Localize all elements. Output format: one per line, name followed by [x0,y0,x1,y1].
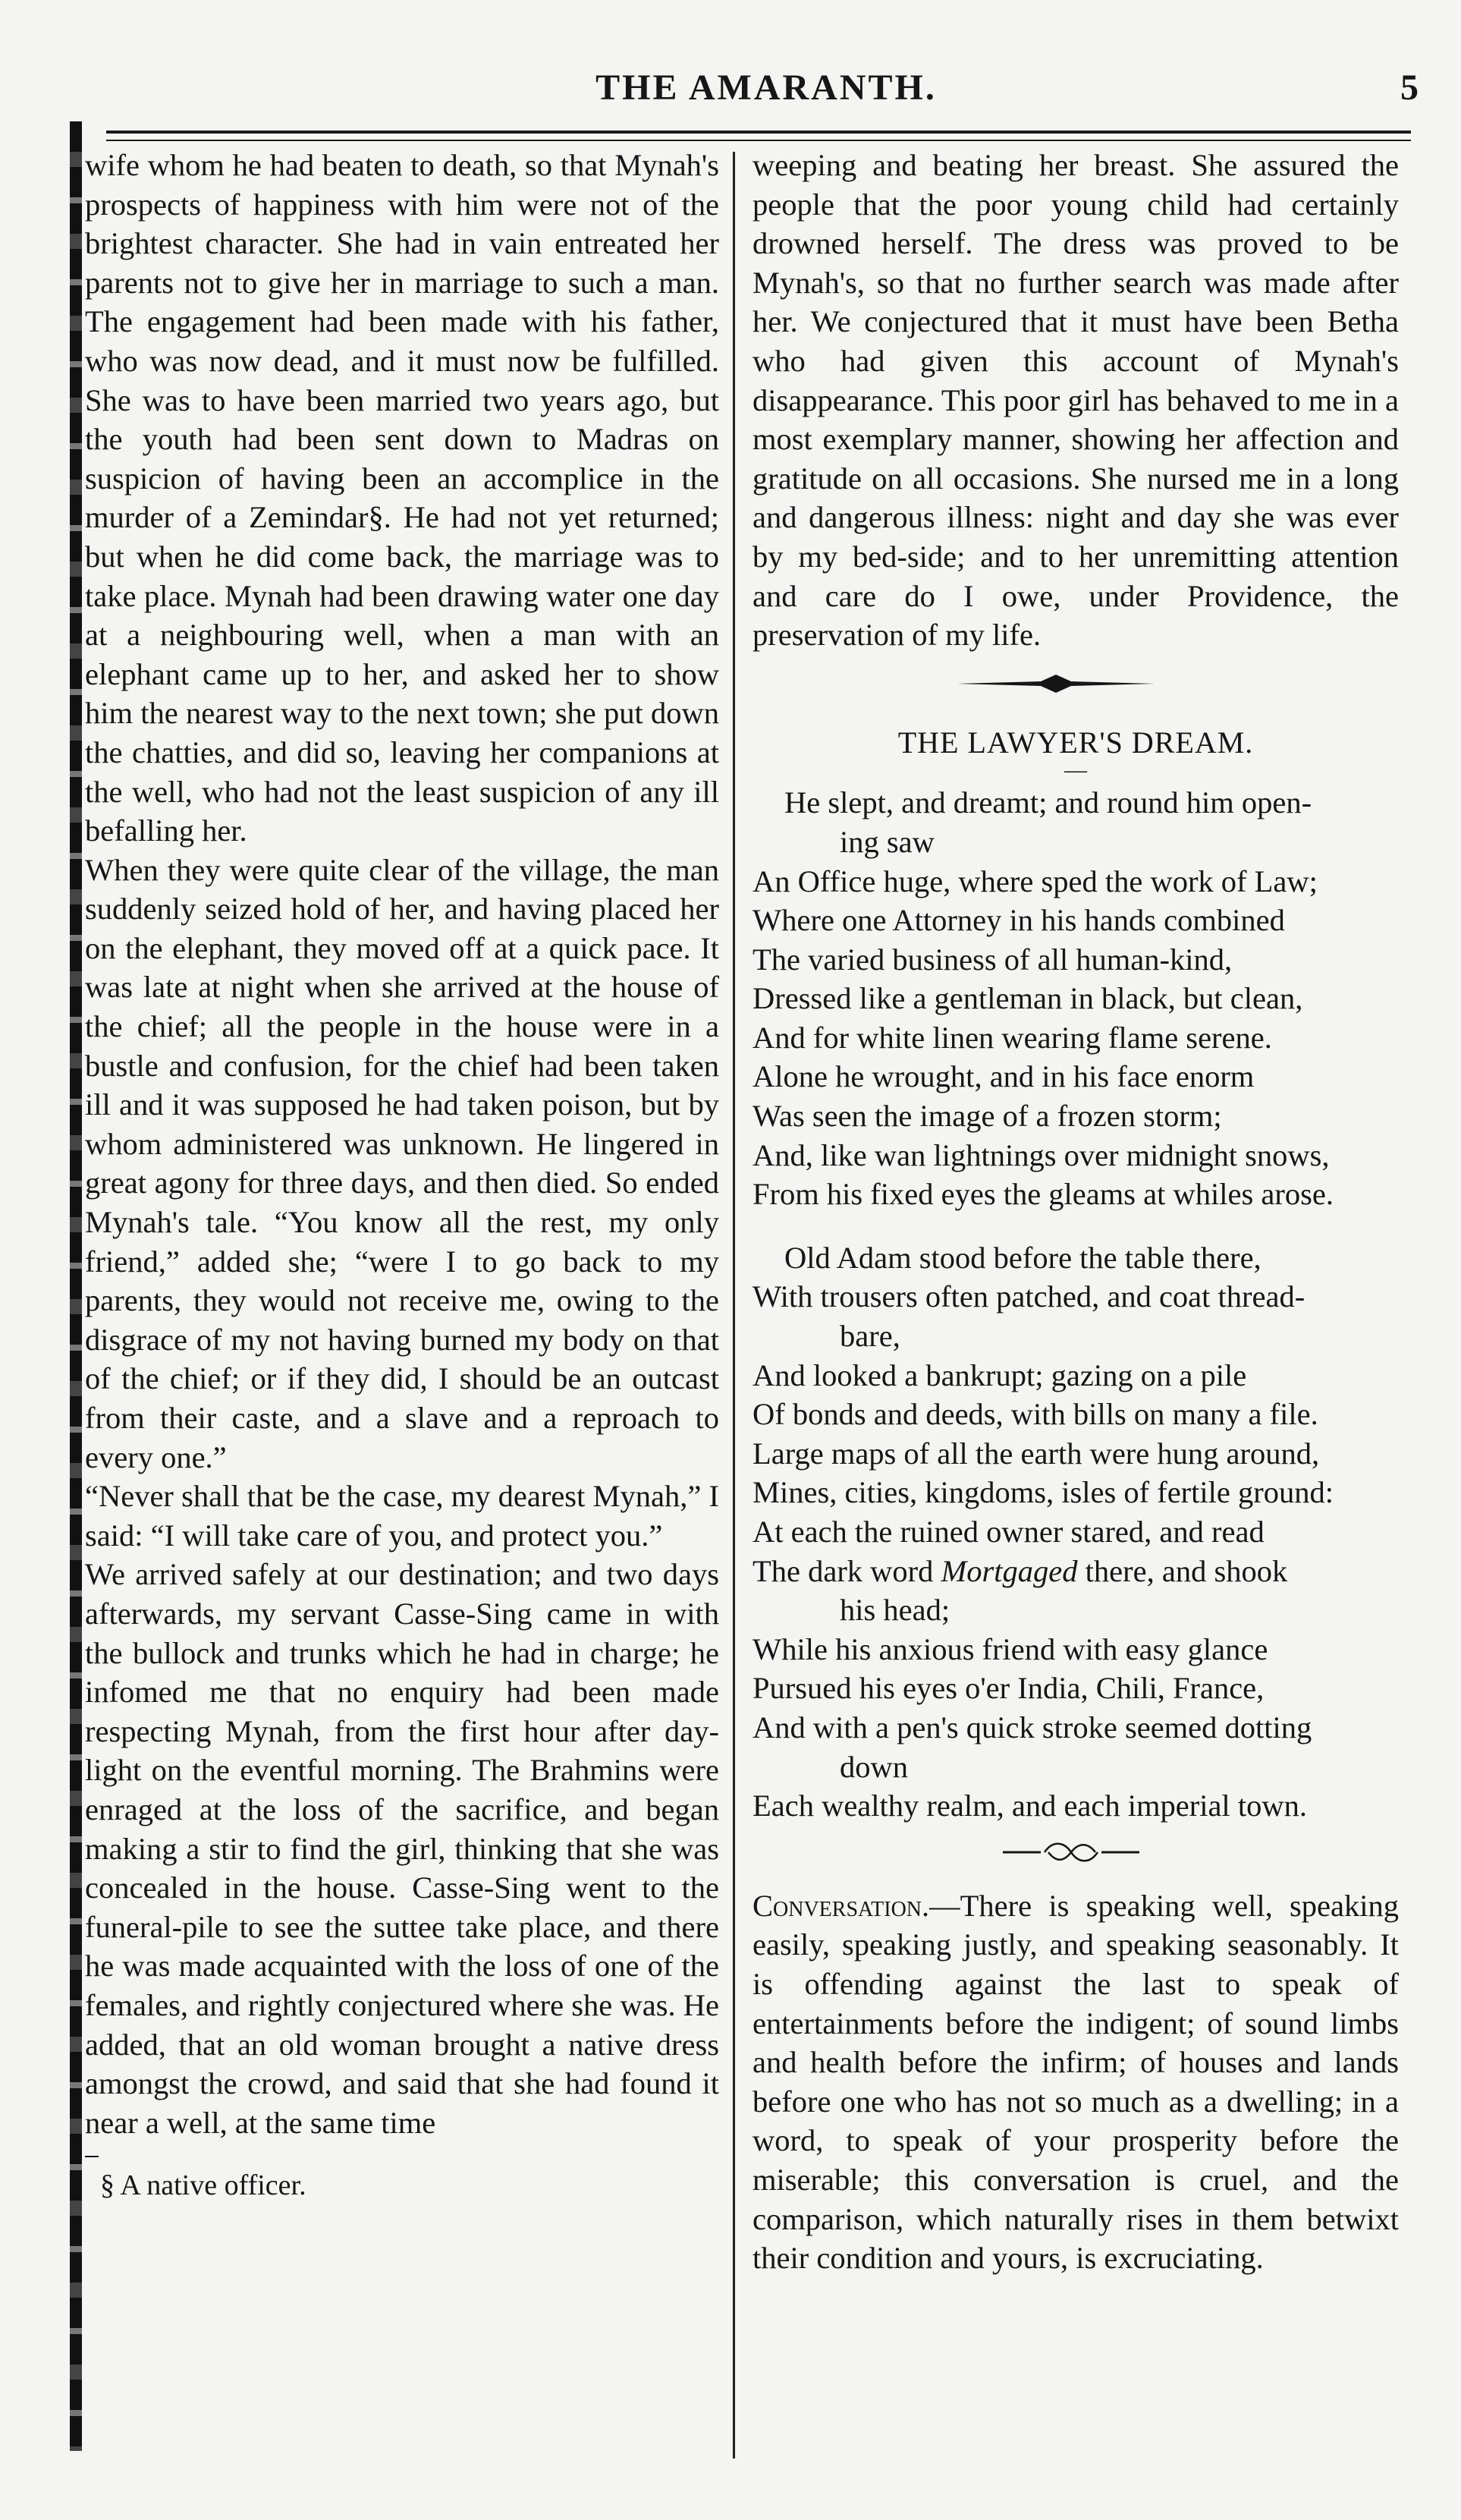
poem-line: Pursued his eyes o'er India, Chili, France, [752,1671,1265,1706]
poem-line: his head; [840,1593,950,1628]
poem-line: ing saw [840,824,935,859]
header-rule-thin [106,140,1411,141]
ornament-divider [752,655,1399,720]
flourish-icon [1003,1841,1139,1864]
poem-line: Old Adam stood before the table there, [784,1240,1261,1275]
story-paragraph: “Never shall that be the case, my dearest Mynah,” I said: “I will take care of you, and protect you.” [85,1479,719,1553]
poem-line: And with a pen's quick stroke seemed dotting [752,1710,1312,1744]
story-paragraph: When they were quite clear of the village, the man suddenly seized hold of her, and having placed her on the elephant, they moved off at a quick pace. It was late at night when she arrived at the house of the chief; all the people in the house were in a bustle and confusion, for the chief had been taken ill and it was supposed he had taken poison, but by whom administered was unknown. He lingered in great agony for three days, and then died. So ended Mynah's tale. “You know all the rest, my only friend,” added she; “were I to go back to my parents, they would not receive me, owing to the disgrace of my not having burned my body on that of the chief; or if they did, I should be an outcast from their caste, and a slave and a reproach to every one.” [85,852,719,1474]
poem-line: And, like wan lightnings over midnight snows, [752,1137,1330,1172]
poem-line: Large maps of all the earth were hung around, [752,1436,1320,1471]
header-rule-thick [106,131,1411,134]
poem-line: Of bonds and deeds, with bills on many a file. [752,1397,1318,1432]
page-number: 5 [1400,68,1419,108]
poem-line: Dressed like a gentleman in black, but clean, [752,981,1303,1016]
story-paragraph: We arrived safely at our destination; and two days afterwards, my servant Casse-Sing came in with the bullock and trunks which he had in charge; he infomed me that no enquiry had been made respecting Mynah, from the first hour after day-light on the eventful morning. The Brahmins were enraged at the loss of the sacrifice, and began making a stir to find the girl, thinking that she was concealed in the house. Casse-Sing went to the funeral-pile to see the suttee take place, and there he was made acquainted with the loss of one of the females, and rightly conjectured where she was. He added, that an old woman brought a native dress amongst the crowd, and said that she had found it near a well, at the same time [85,1557,719,2140]
poem-line: At each the ruined owner stared, and read [752,1515,1265,1549]
poem-line: With trousers often patched, and coat thread- [752,1279,1305,1314]
footnote: § A native officer. [100,2169,306,2202]
poem-line: down [840,1749,908,1784]
stanza-gap [752,1214,1399,1234]
poem-line: Each wealthy realm, and each imperial town. [752,1789,1307,1823]
conversation-heading: Conversation. [752,1888,930,1923]
poem-line: While his anxious friend with easy glance [752,1631,1268,1666]
binding-edge [70,121,82,2451]
poem-line: And for white linen wearing flame serene. [752,1020,1272,1055]
flourish-divider [752,1826,1399,1886]
footnote-rule [85,2156,99,2157]
poem-stanza-2 [752,1238,1399,1826]
poem-line: Where one Attorney in his hands combined [752,903,1285,938]
poem-line: An Office huge, where sped the work of Law; [752,864,1318,898]
conversation-paragraph [752,1886,1399,2278]
left-column [85,146,719,2206]
poem-line: The dark word Mortgaged there, and shook [752,1553,1288,1588]
poem-line: He slept, and dreamt; and round him open- [784,785,1312,820]
poem-line: From his fixed eyes the gleams at whiles arose. [752,1177,1334,1212]
title-dash: — [1064,757,1087,783]
column-divider [733,152,735,2459]
story-paragraph: wife whom he had beaten to death, so that Mynah's prospects of happiness with him were not of the brightest character. She had in vain entreated her parents not to give her in marriage to such a man. The engagement had been made with his father, who was now dead, and it must now be fulfilled. She was to have been married two years ago, but the youth had been sent down to Madras on suspicion of having been an accomplice in the murder of a Zemindar§. He had not yet returned; but when he did come back, the marriage was to take place. Mynah had been drawing water one day at a neighbouring well, when a man with an elephant came up to her, and asked her to show him the nearest way to the next town; she put down the chatties, and did so, leaving her companions at the well, who had not the least suspicion of any ill befalling her. [85,148,719,848]
story-continuation: weeping and beating her breast. She assured the people that the poor young child had certainly drowned herself. The dress was proved to be Mynah's, so that no further search was made after her. We conjectured that it must have been Betha who had given this account of Mynah's disappearance. This poor girl has behaved to me in a most exemplary manner, showing her affection and gratitude on all occasions. She nursed me in a long and dangerous illness: night and day she was ever by my bed-side; and to her unremitting attention and care do I owe, under Providence, the preservation of my life. [752,148,1399,653]
poem-line: And looked a bankrupt; gazing on a pile [752,1358,1247,1392]
ornament-icon [957,669,1155,699]
poem-line: Alone he wrought, and in his face enorm [752,1059,1255,1094]
right-column [752,146,1399,2278]
running-title: THE AMARANTH. [595,68,937,108]
poem-line: bare, [840,1319,900,1354]
poem-stanza-1 [752,783,1399,1214]
poem-line: Was seen the image of a frozen storm; [752,1099,1222,1134]
conversation-body: —There is speaking well, speaking easily, speaking justly, and speaking seasonably. It is offending against the last to speak of entertainments before the indigent; of sound limbs and health before the infirm; of houses and lands before one who has not so much as a dwelling; in a word, to speak of your prosperity before the miserable; this conversation is cruel, and the comparison, which naturally rises in them betwixt their condition and yours, is excruciating. [752,1888,1399,2276]
poem-title: THE LAWYER'S DREAM. [897,725,1254,760]
page-header [114,67,1419,127]
poem-line: Mines, cities, kingdoms, isles of fertile ground: [752,1475,1334,1510]
poem-line: The varied business of all human-kind, [752,942,1233,977]
